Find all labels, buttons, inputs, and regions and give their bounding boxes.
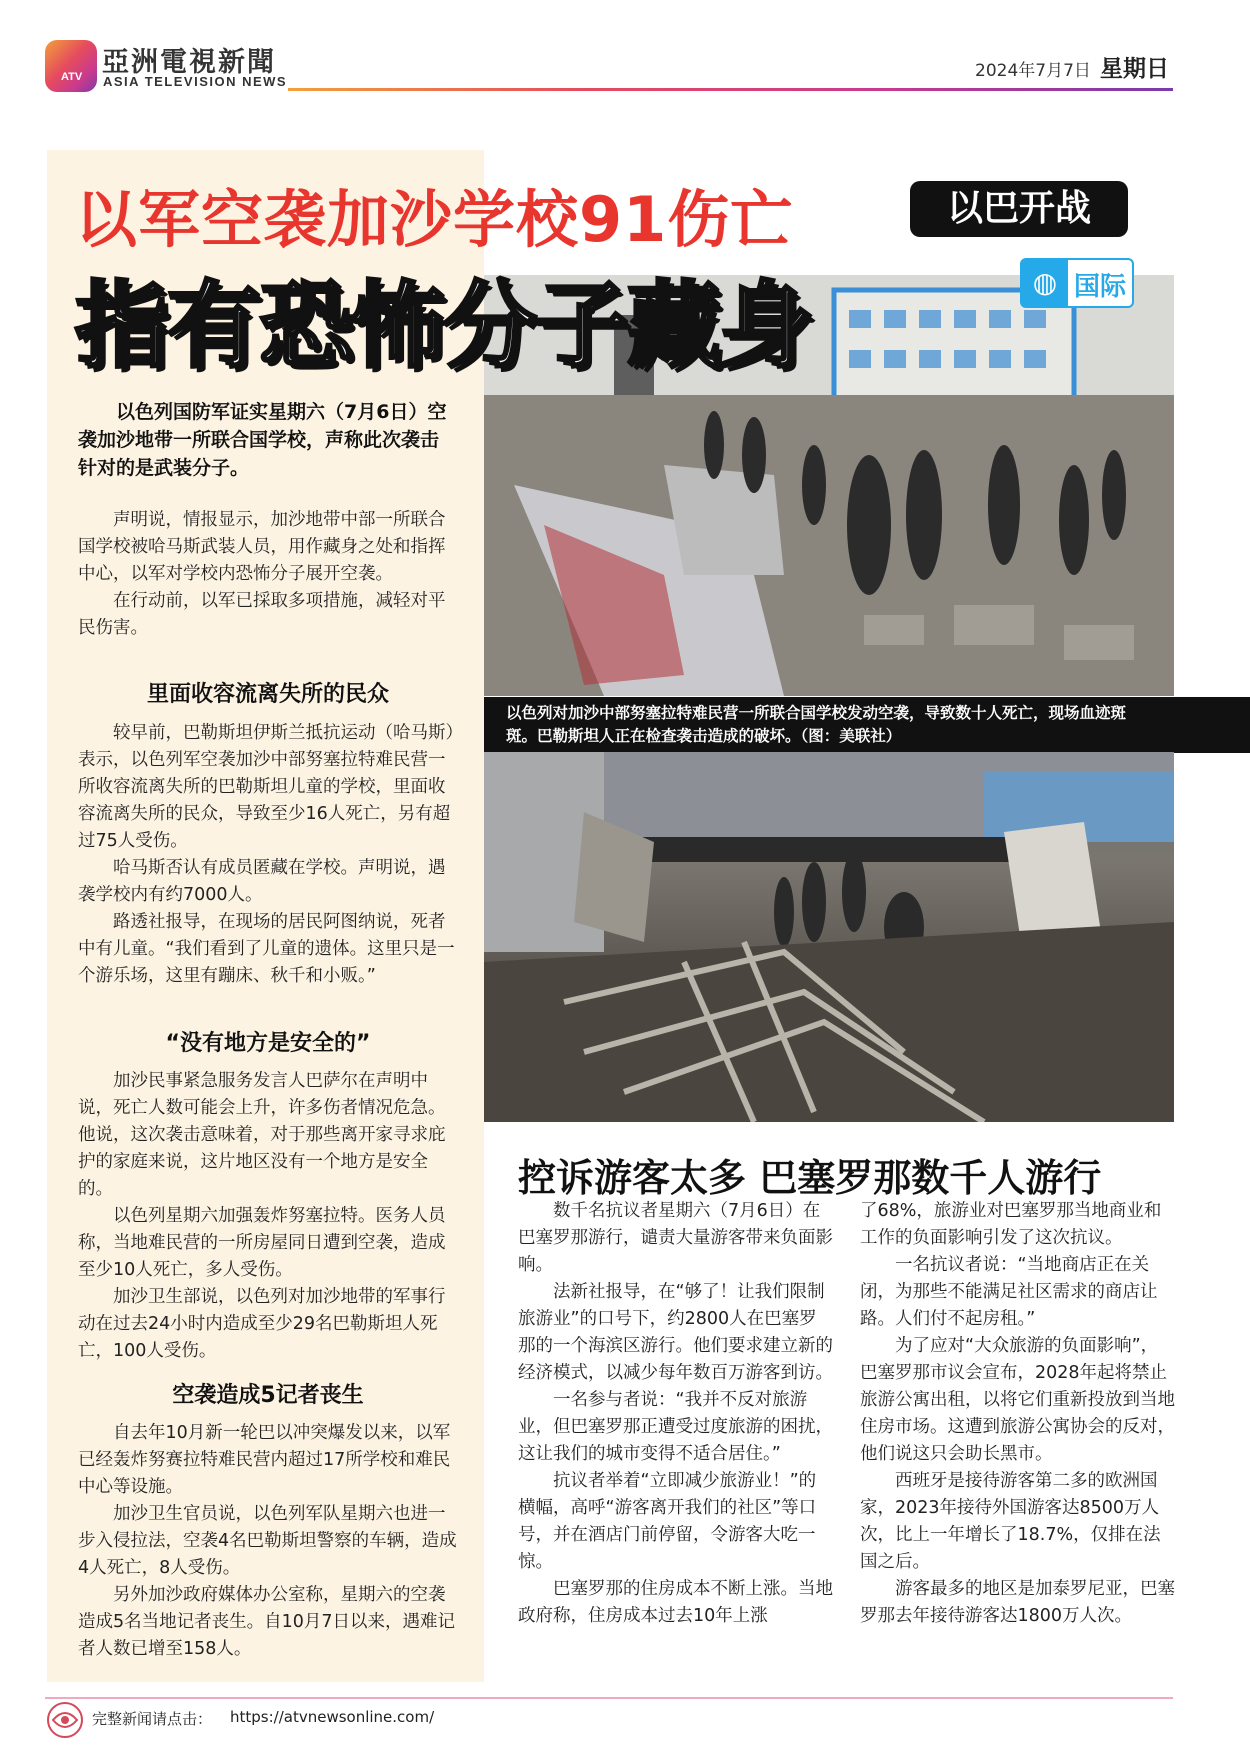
subheading: 里面收容流离失所的民众 — [146, 682, 389, 707]
paragraph: 以色列星期六加强轰炸努塞拉特。医务人员称，当地难民营的一所房屋同日遭到空袭，造成至少10人死亡，多人受伤。 — [78, 1206, 446, 1280]
second-article-column-2 — [860, 1198, 1175, 1630]
rubble-scene-photo — [484, 752, 1174, 1122]
second-article-headline: 控诉游客太多 巴塞罗那数千人游行 — [518, 1156, 1102, 1200]
paragraph: 一名参与者说：“我并不反对旅游业，但巴塞罗那正遭受过度旅游的困扰，这让我们的城市变得不适合居住。” — [518, 1390, 833, 1464]
paragraph: 另外加沙政府媒体办公室称，星期六的空袭造成5名当地记者丧生。自10月7日以来，遇难记者人数已增至158人。 — [78, 1585, 456, 1659]
paragraph: 路透社报导，在现场的居民阿图纳说，死者中有儿童。“我们看到了儿童的遗体。这里只是一个游乐场，这里有蹦床、秋千和小贩。” — [78, 912, 455, 986]
article-section-2 — [78, 720, 458, 990]
paragraph: 加沙民事紧急服务发言人巴萨尔在声明中说，死亡人数可能会上升，许多伤者情况危急。他说，这次袭击意味着，对于那些离开家寻求庇护的家庭来说，这片地区没有一个地方是安全的。 — [78, 1071, 446, 1199]
publication-weekday: 星期日 — [1100, 56, 1169, 82]
main-subheadline: 指有恐怖分子藏身 — [75, 272, 812, 381]
main-headline: 以军空袭加沙学校91伤亡 — [75, 183, 794, 256]
paragraph: 游客最多的地区是加泰罗尼亚，巴塞罗那去年接待游客达1800万人次。 — [860, 1579, 1175, 1626]
section-badge-label: 国际 — [1074, 272, 1127, 302]
header-divider — [288, 88, 1173, 91]
paragraph: 西班牙是接待游客第二多的欧洲国家，2023年接待外国游客达8500万人次，比上一年增长了18.7%，仅排在法国之后。 — [860, 1471, 1161, 1572]
atv-logo-icon — [45, 40, 97, 92]
paragraph: 声明说，情报显示，加沙地带中部一所联合国学校被哈马斯武装人员，用作藏身之处和指挥中心，以军对学校内恐怖分子展开空袭。 — [78, 510, 446, 584]
paragraph: 加沙卫生官员说，以色列军队星期六也进一步入侵拉法，空袭4名巴勒斯坦警察的车辆，造成4人死亡，8人受伤。 — [78, 1504, 457, 1578]
subheading: 空袭造成5记者丧生 — [172, 1383, 364, 1408]
paragraph: 在行动前，以军已採取多项措施，减轻对平民伤害。 — [78, 591, 446, 638]
brand-name-english: ASIA TELEVISION NEWS — [103, 74, 288, 89]
subheading: “没有地方是安全的” — [165, 1031, 371, 1056]
paragraph-continued: 了68%，旅游业对巴塞罗那当地商业和工作的负面影响引发了这次抗议。 — [860, 1201, 1162, 1248]
publication-date: 2024年7月7日 — [975, 61, 1091, 81]
second-article-column-1 — [518, 1198, 833, 1630]
paragraph: 法新社报导，在“够了！让我们限制旅游业”的口号下，约2800人在巴塞罗那的一个海滨区游行。他们要求建立新的经济模式，以减少每年数百万游客到访。 — [518, 1282, 833, 1383]
article-lead: 以色列国防军证实星期六（7月6日）空袭加沙地带一所联合国学校，声称此次袭击针对的是武装分子。 — [78, 401, 447, 479]
footer-link[interactable]: https://atvnewsonline.com/ — [230, 1708, 435, 1726]
paragraph: 巴塞罗那的住房成本不断上涨。当地政府称，住房成本过去10年上涨 — [518, 1579, 833, 1626]
globe-icon: ◍ — [1022, 260, 1068, 306]
paragraph: 数千名抗议者星期六（7月6日）在巴塞罗那游行，谴责大量游客带来负面影响。 — [518, 1201, 833, 1275]
article-section-4 — [78, 1420, 458, 1663]
paragraph: 加沙卫生部说，以色列对加沙地带的军事行动在过去24小时内造成至少29名巴勒斯坦人死亡，100人受伤。 — [78, 1287, 446, 1361]
atv-emblem-icon — [45, 1700, 85, 1740]
topic-badge: 以巴开战 — [910, 181, 1128, 237]
rubble-scene-illustration — [484, 752, 1174, 1122]
paragraph: 一名抗议者说：“当地商店正在关闭，为那些不能满足社区需求的商店让路。人们付不起房租。” — [860, 1255, 1158, 1329]
footer-divider — [45, 1697, 1173, 1699]
paragraph: 为了应对“大众旅游的负面影响”，巴塞罗那市议会宣布，2028年起将禁止旅游公寓出租，以将它们重新投放到当地住房市场。这遭到旅游公寓协会的反对，他们说这只会助长黑市。 — [860, 1336, 1175, 1464]
paragraph: 抗议者举着“立即减少旅游业！”的横幅，高呼“游客离开我们的社区”等口号，并在酒店门前停留，令游客大吃一惊。 — [518, 1471, 817, 1572]
section-badge — [1020, 258, 1134, 308]
paragraph: 哈马斯否认有成员匿藏在学校。声明说，遇袭学校内有约7000人。 — [78, 858, 446, 905]
logo-text: ATV — [61, 71, 83, 83]
paragraph: 自去年10月新一轮巴以冲突爆发以来，以军已经轰炸努赛拉特难民营内超过17所学校和难民中心等设施。 — [78, 1423, 451, 1497]
article-section-3 — [78, 1068, 458, 1365]
footer-label: 完整新闻请点击： — [92, 1710, 213, 1728]
paragraph: 较早前，巴勒斯坦伊斯兰抵抗运动（哈马斯）表示，以色列军空袭加沙中部努塞拉特难民营一所收容流离失所的巴勒斯坦儿童的学校，里面收容流离失所的民众，导致至少16人死亡，另有超过75人受伤。 — [78, 723, 455, 851]
brand-name-chinese: 亞洲電視新聞 — [102, 47, 276, 78]
article-section-1 — [78, 507, 458, 642]
photo-caption: 以色列对加沙中部努塞拉特难民营一所联合国学校发动空袭，导致数十人死亡，现场血迹斑斑。巴勒斯坦人正在检查袭击造成的破坏。（图：美联社） — [506, 704, 1127, 745]
